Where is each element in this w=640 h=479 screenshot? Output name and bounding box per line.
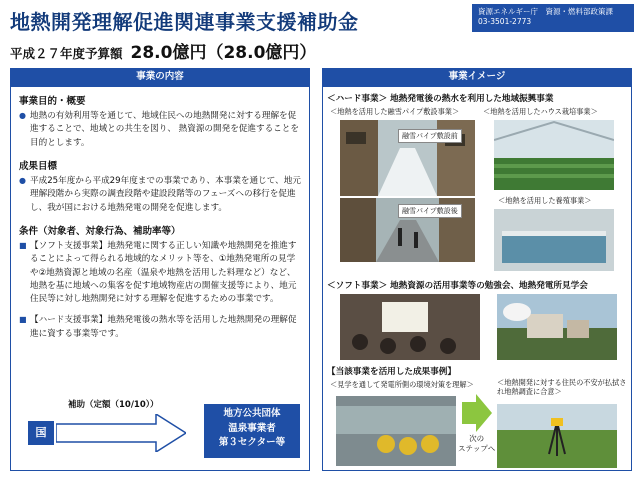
- flow-target-line-1: 地方公共団体: [223, 408, 281, 419]
- budget-line: [10, 38, 316, 63]
- flow-target-box: [204, 404, 300, 458]
- left-column-header: 事業の内容: [10, 68, 310, 86]
- power-plant-photo: [497, 294, 617, 360]
- budget-label: 平成２７年度予算額: [10, 46, 123, 61]
- soft-project-title: ＜ソフト事業＞ 地熱資源の活用事業等の勉強会、地熱発電所見学会: [327, 281, 588, 291]
- ministry-phone: 03-3501-2773: [478, 17, 532, 27]
- aquaculture-caption: ＜地熱を活用した養殖事業＞: [498, 196, 592, 205]
- aquaculture-photo: [494, 209, 614, 271]
- flow-caption: 補助（定額（10/10））: [68, 400, 159, 410]
- result-text: ● 平成25年度から平成29年度までの事業であり、本事業を通じて、地元理解段階から実際の調査段階や建設段階等のフェーズへの移行を促進し、我が国における地熱発電の開発を促進します。: [19, 175, 301, 215]
- survey-field-photo: [497, 404, 617, 468]
- condition-soft-text: ■ 【ソフト支援事業】地熱発電に関する正しい知識や地熱開発を推進することによって得られる地域的なメリット等を、①地熱発電所の見学や②地熱資源と地域の名産（温泉や地熱を活用した料理など）など、地熱を基に地域への集客を促す地域物産店の開催支援等により、地元住民等に対し地熱開発に対する理解を促進するための事業です。: [19, 240, 301, 307]
- survey-caption: ＜地熱開発に対する住民の不安が払拭され地熱調査に合意＞: [497, 378, 627, 397]
- ministry-name: 資源エネルギー庁 資源・燃料部政策課: [478, 7, 613, 16]
- subsidy-flow: [28, 398, 298, 463]
- study-meeting-photo: [340, 294, 480, 360]
- case-study-title: 【当該事業を活用した成果事例】: [327, 367, 456, 377]
- next-step-arrow-icon: [462, 394, 492, 432]
- hard-project-title: ＜ハード事業＞ 地熱発電後の熱水を利用した地域振興事業: [327, 94, 554, 104]
- flow-source-box: 国: [28, 421, 54, 445]
- flow-target-line-2: 温泉事業者: [228, 422, 276, 434]
- next-step-label: [458, 434, 495, 454]
- snow-pipe-caption: ＜地熱を活用した融雪パイプ敷設事業＞: [330, 107, 460, 116]
- ministry-contact-box: [472, 4, 634, 32]
- control-room-photo: [336, 396, 456, 466]
- purpose-text: ● 地熱の有効利用等を通じて、地域住民への地熱開発に対する理解を促進することで、地域との共生を図り、 熱資源の開発を促進することを目的とします。: [19, 110, 301, 150]
- before-label: 融雪パイプ敷設前: [398, 129, 462, 143]
- page-title: 地熱開発理解促進関連事業支援補助金: [10, 10, 359, 34]
- condition-title: 条件（対象者、対象行為、補助率等）: [19, 225, 181, 237]
- flow-arrow-icon: [56, 414, 186, 452]
- budget-value: 28.0億円（28.0億円）: [130, 43, 317, 63]
- flow-target-line-3: 第３セクター等: [218, 437, 286, 449]
- greenhouse-caption: ＜地熱を活用したハウス栽培事業＞: [483, 107, 598, 116]
- condition-hard-text: ■ 【ハード支援事業】地熱発電後の熱水等を活用した地熱開発の理解促進に資する事業等です。: [19, 314, 301, 341]
- result-title: 成果目標: [19, 160, 58, 172]
- next-step-line-1: 次の: [469, 434, 485, 443]
- right-column-header: 事業イメージ: [322, 68, 632, 86]
- purpose-title: 事業目的・概要: [19, 96, 86, 107]
- after-label: 融雪パイプ敷設後: [398, 204, 462, 218]
- greenhouse-photo: [494, 120, 614, 190]
- tour-caption: ＜見学を通して発電所側の環境対策を理解＞: [330, 380, 474, 389]
- next-step-line-2: ステップへ: [458, 443, 496, 453]
